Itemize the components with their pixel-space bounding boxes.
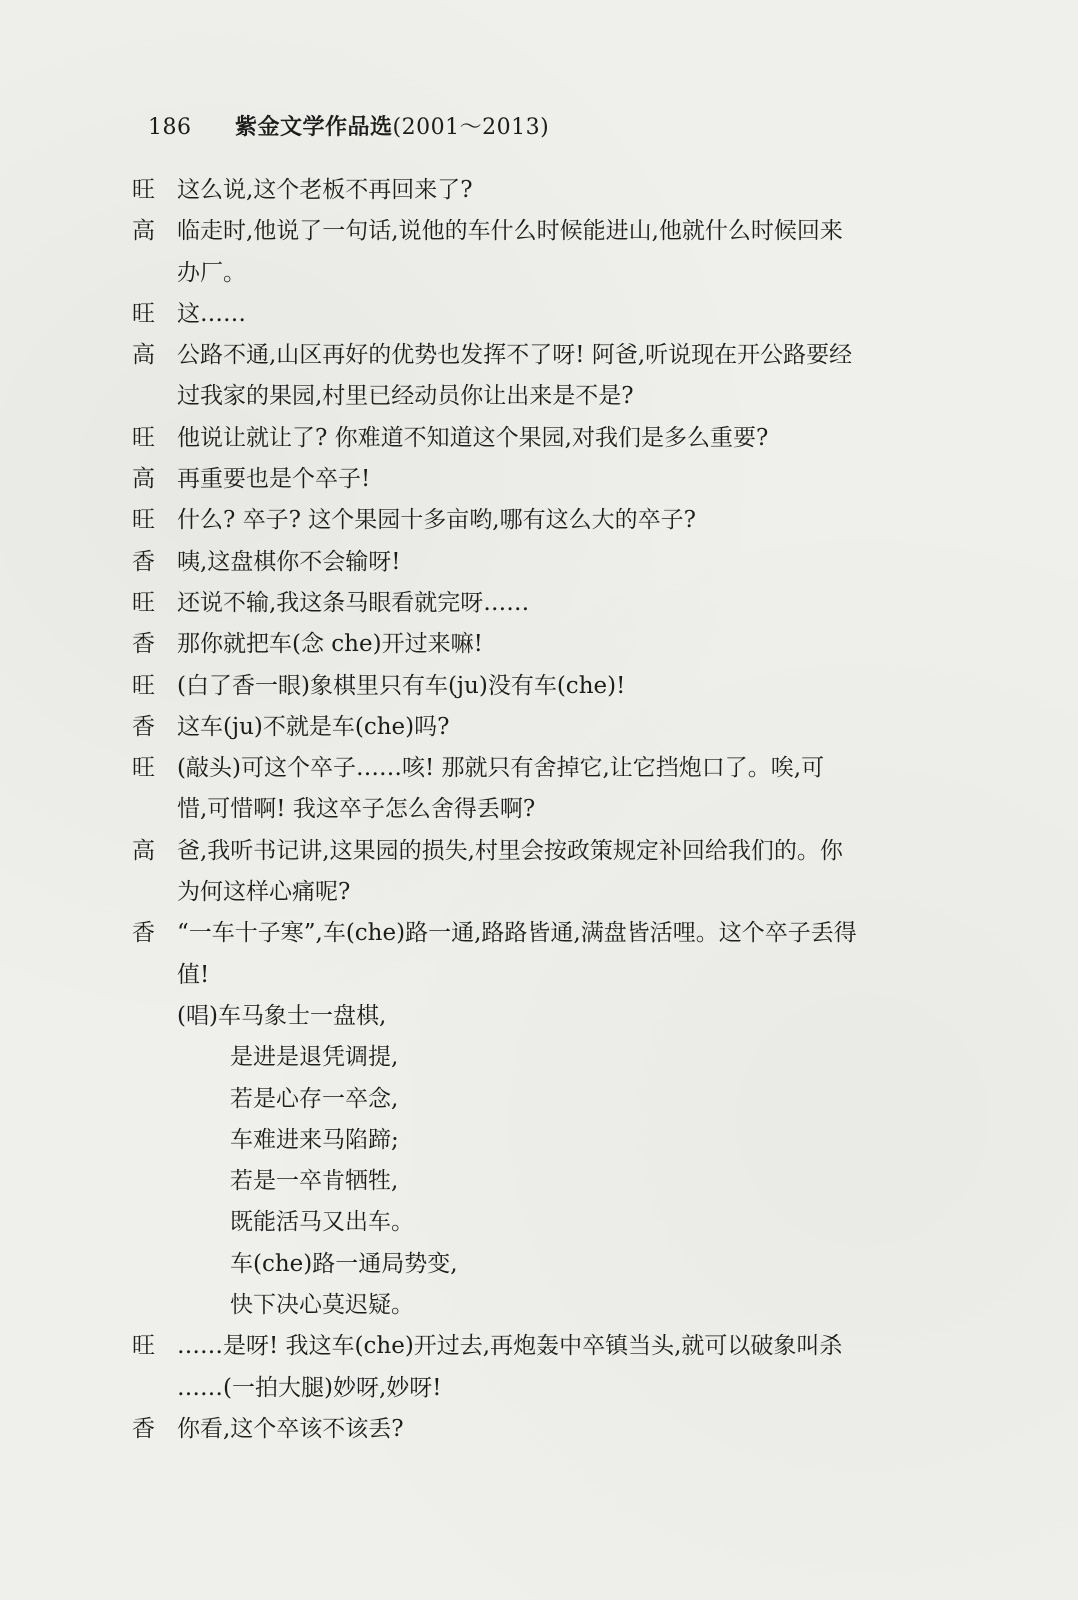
speaker: 旺 bbox=[132, 755, 155, 782]
dialogue-line bbox=[0, 913, 1078, 954]
verse-text: 快下决心莫迟疑。 bbox=[230, 1292, 414, 1319]
dialogue-line bbox=[0, 335, 1078, 376]
line-text: 公路不通,山区再好的优势也发挥不了呀! 阿爸,听说现在开公路要经 bbox=[177, 342, 853, 369]
verse-text: (唱)车马象士一盘棋, bbox=[177, 1002, 387, 1029]
speaker: 旺 bbox=[132, 300, 155, 327]
dialogue-line bbox=[0, 500, 1078, 541]
speaker: 香 bbox=[132, 631, 155, 658]
dialogue-line bbox=[0, 666, 1078, 707]
verse-text: 若是一卒肯牺牲, bbox=[230, 1168, 399, 1195]
verse-line bbox=[0, 1161, 1078, 1202]
script-body bbox=[0, 170, 1078, 1450]
dialogue-line bbox=[0, 294, 1078, 335]
speaker: 旺 bbox=[132, 672, 155, 699]
dialogue-line bbox=[0, 376, 1078, 417]
verse-line bbox=[0, 1037, 1078, 1078]
speaker: 香 bbox=[132, 920, 155, 947]
line-text: 过我家的果园,村里已经动员你让出来是不是? bbox=[177, 383, 634, 410]
dialogue-line bbox=[0, 418, 1078, 459]
book-years: (2001～2013) bbox=[392, 115, 550, 140]
speaker: 高 bbox=[132, 837, 155, 864]
verse-text: 若是心存一卒念, bbox=[230, 1085, 399, 1112]
speaker: 高 bbox=[132, 466, 155, 493]
line-text: ……(一拍大腿)妙呀,妙呀! bbox=[177, 1374, 442, 1401]
verse-line bbox=[0, 1285, 1078, 1326]
line-text: ……是呀! 我这车(che)开过去,再炮轰中卒镇当头,就可以破象叫杀 bbox=[177, 1333, 843, 1360]
line-text: 什么? 卒子? 这个果园十多亩哟,哪有这么大的卒子? bbox=[177, 507, 696, 534]
line-text: 他说让就让了? 你难道不知道这个果园,对我们是多么重要? bbox=[177, 424, 769, 451]
dialogue-line bbox=[0, 831, 1078, 872]
dialogue-line bbox=[0, 542, 1078, 583]
book-title: 紫金文学作品选 bbox=[235, 114, 393, 140]
verse-text: 车难进来马陷蹄; bbox=[230, 1126, 399, 1153]
dialogue-line bbox=[0, 253, 1078, 294]
line-text: 值! bbox=[177, 961, 210, 988]
page-header bbox=[148, 110, 549, 141]
speaker: 高 bbox=[132, 342, 155, 369]
dialogue-line bbox=[0, 955, 1078, 996]
verse-line bbox=[0, 996, 1078, 1037]
speaker: 旺 bbox=[132, 177, 155, 203]
speaker: 旺 bbox=[132, 424, 155, 451]
page-number: 186 bbox=[148, 115, 192, 140]
verse-line bbox=[0, 1120, 1078, 1161]
verse-text: 既能活马又出车。 bbox=[230, 1209, 414, 1236]
dialogue-line bbox=[0, 789, 1078, 830]
dialogue-line bbox=[0, 170, 1078, 211]
dialogue-line bbox=[0, 1409, 1078, 1450]
dialogue-line bbox=[0, 707, 1078, 748]
verse-line bbox=[0, 1079, 1078, 1120]
line-text: 爸,我听书记讲,这果园的损失,村里会按政策规定补回给我们的。你 bbox=[177, 837, 843, 864]
line-text: 那你就把车(念 che)开过来嘛! bbox=[177, 631, 483, 658]
speaker: 香 bbox=[132, 713, 155, 740]
verse-text: 车(che)路一通局势变, bbox=[230, 1250, 458, 1277]
line-text: 咦,这盘棋你不会输呀! bbox=[177, 548, 401, 575]
verse-text: 是进是退凭调提, bbox=[230, 1044, 399, 1071]
line-text: (白了香一眼)象棋里只有车(ju)没有车(che)! bbox=[177, 672, 626, 699]
line-text: “一车十子寒”,车(che)路一通,路路皆通,满盘皆活哩。这个卒子丢得 bbox=[177, 920, 857, 947]
speaker: 旺 bbox=[132, 507, 155, 534]
line-text: 办厂。 bbox=[177, 259, 246, 286]
line-text: (敲头)可这个卒子……咳! 那就只有舍掉它,让它挡炮口了。唉,可 bbox=[177, 755, 825, 782]
speaker: 高 bbox=[132, 218, 155, 245]
dialogue-line bbox=[0, 459, 1078, 500]
verse-line bbox=[0, 1202, 1078, 1243]
speaker: 香 bbox=[132, 548, 155, 575]
dialogue-line bbox=[0, 872, 1078, 913]
speaker: 香 bbox=[132, 1415, 155, 1442]
dialogue-line bbox=[0, 1326, 1078, 1367]
line-text: 这么说,这个老板不再回来了? bbox=[177, 177, 473, 203]
dialogue-line bbox=[0, 583, 1078, 624]
speaker: 旺 bbox=[132, 1333, 155, 1360]
dialogue-line bbox=[0, 624, 1078, 665]
line-text: 还说不输,我这条马眼看就完呀…… bbox=[177, 589, 530, 616]
dialogue-line bbox=[0, 211, 1078, 252]
line-text: 惜,可惜啊! 我这卒子怎么舍得丢啊? bbox=[177, 796, 536, 823]
line-text: 临走时,他说了一句话,说他的车什么时候能进山,他就什么时候回来 bbox=[177, 218, 843, 245]
dialogue-line bbox=[0, 1368, 1078, 1409]
line-text: 再重要也是个卒子! bbox=[177, 466, 371, 493]
speaker: 旺 bbox=[132, 589, 155, 616]
dialogue-line bbox=[0, 748, 1078, 789]
line-text: 你看,这个卒该不该丢? bbox=[177, 1415, 404, 1442]
line-text: 为何这样心痛呢? bbox=[177, 879, 351, 906]
line-text: 这车(ju)不就是车(che)吗? bbox=[177, 713, 450, 740]
verse-line bbox=[0, 1244, 1078, 1285]
line-text: 这…… bbox=[177, 300, 246, 327]
